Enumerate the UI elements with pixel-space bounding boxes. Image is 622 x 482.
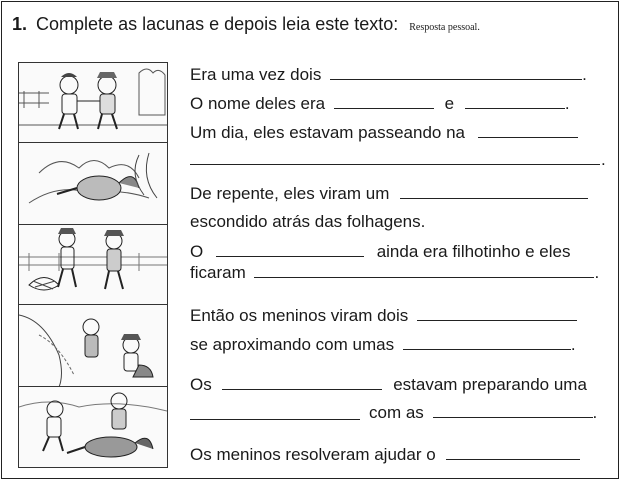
line-11b-text: estavam preparando uma — [393, 375, 587, 394]
line-3-text: Um dia, eles estavam passeando na — [190, 123, 465, 142]
blank-4[interactable] — [190, 163, 600, 165]
blank-12a[interactable] — [190, 418, 360, 420]
panel-boys-help-anteater — [19, 387, 167, 469]
blank-9[interactable] — [417, 305, 577, 321]
line-11a-text: Os — [190, 375, 212, 394]
text-line-8 — [190, 262, 599, 283]
line-7b-text: ainda era filhotinho e eles — [376, 242, 571, 261]
blank-3[interactable] — [478, 122, 578, 138]
exercise-instruction: Complete as lacunas e depois leia este texto: — [36, 14, 399, 34]
panel-boys-with-net — [19, 225, 167, 305]
text-line-3 — [190, 122, 578, 143]
line-6-text: escondido atrás das folhagens. — [190, 212, 426, 231]
exercise-header — [12, 14, 480, 35]
line-12-period: . — [592, 403, 598, 422]
panel-anteater-hidden — [19, 143, 167, 225]
line-5-text: De repente, eles viram um — [190, 184, 390, 203]
text-line-2 — [190, 93, 570, 114]
blank-1[interactable] — [330, 64, 582, 80]
line-2b-text: e — [444, 94, 455, 113]
line-10-period: . — [570, 335, 576, 354]
blank-12b[interactable] — [433, 402, 593, 418]
line-4-period: . — [601, 150, 606, 169]
blank-7[interactable] — [216, 241, 364, 257]
line-2a-text: O nome deles era — [190, 94, 326, 113]
exercise-note: Resposta pessoal. — [409, 22, 480, 33]
text-line-5 — [190, 183, 588, 204]
line-1-period: . — [582, 65, 587, 84]
text-line-10 — [190, 334, 576, 355]
blank-13[interactable] — [446, 444, 580, 460]
blank-2a[interactable] — [334, 93, 434, 109]
blank-8[interactable] — [254, 262, 594, 278]
line-12-text: com as — [369, 403, 424, 422]
line-2-period: . — [564, 94, 570, 113]
line-9-text: Então os meninos viram dois — [190, 306, 409, 325]
panel-two-boys-walking — [19, 63, 167, 143]
exercise-number: 1. — [12, 14, 28, 34]
line-8-period: . — [594, 263, 600, 282]
line-7a-text: O — [190, 242, 204, 261]
comic-strip — [18, 62, 168, 468]
text-line-9 — [190, 305, 577, 326]
line-10-text: se aproximando com umas — [190, 335, 395, 354]
text-line-7 — [190, 241, 570, 262]
text-line-1 — [190, 64, 587, 85]
text-line-13 — [190, 444, 580, 465]
line-1-text: Era uma vez dois — [190, 65, 322, 84]
blank-10[interactable] — [403, 334, 571, 350]
line-8-text: ficaram — [190, 263, 246, 282]
panel-men-approaching — [19, 305, 167, 387]
text-line-11 — [190, 374, 587, 395]
text-line-6 — [190, 212, 425, 232]
blank-5[interactable] — [400, 183, 588, 199]
text-line-12 — [369, 402, 597, 423]
blank-2b[interactable] — [465, 93, 565, 109]
line-13-text: Os meninos resolveram ajudar o — [190, 445, 436, 464]
blank-11[interactable] — [222, 374, 382, 390]
